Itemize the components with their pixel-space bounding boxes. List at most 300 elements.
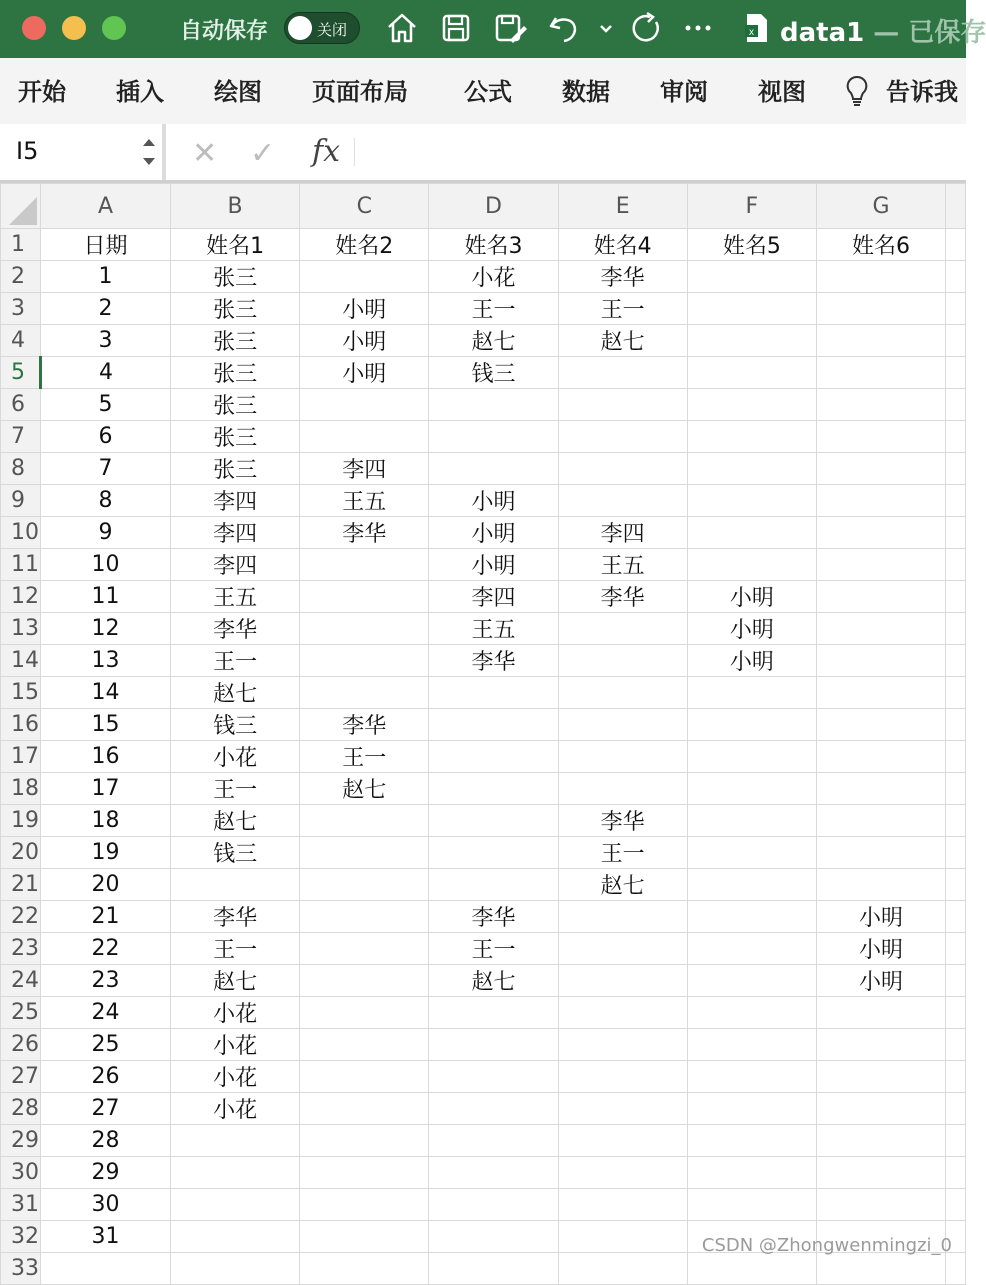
cell[interactable]: 小明	[816, 965, 945, 997]
cell[interactable]	[946, 965, 966, 997]
cell[interactable]: 李四	[171, 485, 300, 517]
cell[interactable]: 姓名4	[558, 229, 687, 261]
cell[interactable]: 王一	[558, 837, 687, 869]
cell[interactable]	[946, 805, 966, 837]
cell[interactable]	[946, 613, 966, 645]
name-box[interactable]	[0, 124, 166, 180]
cell[interactable]: 14	[40, 677, 170, 709]
cell[interactable]: 小明	[300, 293, 429, 325]
cell[interactable]: 姓名3	[429, 229, 558, 261]
cell[interactable]: 钱三	[429, 357, 558, 389]
name-box-stepper-icon[interactable]	[140, 134, 158, 170]
cell[interactable]	[946, 837, 966, 869]
cell[interactable]	[946, 357, 966, 389]
cell[interactable]	[300, 389, 429, 421]
row-header[interactable]: 18	[1, 773, 41, 805]
cell[interactable]: 张三	[171, 261, 300, 293]
row-header[interactable]: 17	[1, 741, 41, 773]
cell[interactable]	[429, 677, 558, 709]
cell[interactable]	[946, 1125, 966, 1157]
row-header[interactable]: 27	[1, 1061, 41, 1093]
cell[interactable]	[558, 773, 687, 805]
row-header[interactable]: 22	[1, 901, 41, 933]
cell[interactable]: 18	[40, 805, 170, 837]
cell[interactable]: 17	[40, 773, 170, 805]
cell[interactable]	[558, 1029, 687, 1061]
cell[interactable]	[687, 805, 816, 837]
cell[interactable]: 张三	[171, 389, 300, 421]
cell[interactable]: 4	[40, 357, 170, 389]
tab-home[interactable]: 开始	[18, 78, 66, 106]
cell[interactable]	[429, 773, 558, 805]
cell[interactable]: 王一	[171, 773, 300, 805]
row-header[interactable]: 33	[1, 1253, 41, 1285]
cell[interactable]	[558, 1253, 687, 1285]
row-header[interactable]: 32	[1, 1221, 41, 1253]
cell[interactable]: 小明	[816, 933, 945, 965]
cell[interactable]	[687, 325, 816, 357]
cell[interactable]	[171, 1221, 300, 1253]
minimize-window-button[interactable]	[62, 16, 86, 40]
cell[interactable]	[816, 453, 945, 485]
cell[interactable]	[300, 1093, 429, 1125]
cell[interactable]: 李四	[171, 517, 300, 549]
cell[interactable]	[687, 901, 816, 933]
cell[interactable]	[946, 1093, 966, 1125]
cell[interactable]: 12	[40, 613, 170, 645]
cell[interactable]	[558, 1221, 687, 1253]
cell[interactable]	[946, 293, 966, 325]
cell[interactable]	[687, 1157, 816, 1189]
cell[interactable]	[816, 1061, 945, 1093]
cell[interactable]	[946, 1253, 966, 1285]
cell[interactable]	[687, 1029, 816, 1061]
cell[interactable]	[946, 1189, 966, 1221]
row-header[interactable]: 25	[1, 997, 41, 1029]
cell[interactable]	[946, 645, 966, 677]
column-header[interactable]: A	[40, 184, 170, 229]
cell[interactable]: 李华	[429, 645, 558, 677]
cell[interactable]	[816, 517, 945, 549]
cell[interactable]	[687, 1061, 816, 1093]
cell[interactable]	[300, 421, 429, 453]
cell[interactable]: 赵七	[171, 677, 300, 709]
select-all-corner[interactable]	[1, 184, 41, 229]
cell[interactable]	[816, 581, 945, 613]
redo-icon[interactable]	[626, 10, 662, 46]
cell[interactable]	[429, 1029, 558, 1061]
cell[interactable]: 钱三	[171, 709, 300, 741]
column-header[interactable]: C	[300, 184, 429, 229]
cell[interactable]: 赵七	[558, 325, 687, 357]
cell[interactable]: 2	[40, 293, 170, 325]
cell[interactable]	[687, 485, 816, 517]
column-header[interactable]	[946, 184, 966, 229]
cell[interactable]	[946, 389, 966, 421]
cell[interactable]: 6	[40, 421, 170, 453]
cell[interactable]	[300, 1061, 429, 1093]
cell[interactable]: 27	[40, 1093, 170, 1125]
cell[interactable]	[816, 645, 945, 677]
row-header[interactable]: 3	[1, 293, 41, 325]
cell[interactable]	[687, 677, 816, 709]
cell[interactable]	[300, 997, 429, 1029]
cell[interactable]	[429, 1189, 558, 1221]
cell[interactable]: 小花	[171, 1093, 300, 1125]
row-header[interactable]: 8	[1, 453, 41, 485]
cell[interactable]: 赵七	[429, 325, 558, 357]
cell[interactable]: 16	[40, 741, 170, 773]
cell[interactable]: 王一	[171, 933, 300, 965]
cell[interactable]	[946, 581, 966, 613]
cell[interactable]	[558, 1125, 687, 1157]
column-header[interactable]: E	[558, 184, 687, 229]
cell[interactable]: 9	[40, 517, 170, 549]
cell[interactable]	[946, 229, 966, 261]
cell[interactable]: 小明	[429, 549, 558, 581]
cell[interactable]: 姓名2	[300, 229, 429, 261]
row-header[interactable]: 10	[1, 517, 41, 549]
cell[interactable]: 张三	[171, 357, 300, 389]
cell[interactable]: 22	[40, 933, 170, 965]
row-header[interactable]: 1	[1, 229, 41, 261]
cell[interactable]	[816, 1125, 945, 1157]
row-header[interactable]: 7	[1, 421, 41, 453]
cell[interactable]	[300, 933, 429, 965]
cell[interactable]	[946, 677, 966, 709]
row-header[interactable]: 24	[1, 965, 41, 997]
cell[interactable]: 李华	[558, 805, 687, 837]
cell[interactable]	[429, 1125, 558, 1157]
cell[interactable]	[946, 933, 966, 965]
cell[interactable]	[816, 293, 945, 325]
row-header[interactable]: 19	[1, 805, 41, 837]
autosave-toggle[interactable]	[284, 12, 360, 44]
row-header[interactable]: 6	[1, 389, 41, 421]
cell[interactable]: 赵七	[300, 773, 429, 805]
cell[interactable]	[687, 869, 816, 901]
cell[interactable]: 小明	[816, 901, 945, 933]
cell[interactable]	[171, 1125, 300, 1157]
cell[interactable]	[816, 357, 945, 389]
row-header[interactable]: 30	[1, 1157, 41, 1189]
cell[interactable]	[816, 1029, 945, 1061]
cell[interactable]: 王五	[300, 485, 429, 517]
row-header[interactable]: 15	[1, 677, 41, 709]
cell[interactable]	[816, 549, 945, 581]
cell[interactable]	[558, 453, 687, 485]
tab-page-layout[interactable]: 页面布局	[312, 78, 408, 106]
cell[interactable]	[558, 485, 687, 517]
cell[interactable]: 姓名1	[171, 229, 300, 261]
cell[interactable]: 李华	[429, 901, 558, 933]
cell[interactable]	[300, 1189, 429, 1221]
cell[interactable]	[171, 1157, 300, 1189]
home-icon[interactable]	[384, 10, 420, 46]
cell[interactable]: 25	[40, 1029, 170, 1061]
cell[interactable]	[558, 1189, 687, 1221]
cell[interactable]	[558, 1157, 687, 1189]
cell[interactable]	[816, 325, 945, 357]
cell[interactable]	[300, 261, 429, 293]
undo-icon[interactable]	[546, 10, 582, 46]
cell[interactable]	[816, 677, 945, 709]
cell[interactable]	[687, 837, 816, 869]
row-header[interactable]: 2	[1, 261, 41, 293]
cell[interactable]: 5	[40, 389, 170, 421]
cell[interactable]: 李四	[558, 517, 687, 549]
cell[interactable]	[816, 389, 945, 421]
cell[interactable]	[946, 261, 966, 293]
cell[interactable]	[946, 869, 966, 901]
cell[interactable]	[816, 869, 945, 901]
cell[interactable]	[816, 485, 945, 517]
cell[interactable]	[558, 357, 687, 389]
cell[interactable]: 李华	[300, 517, 429, 549]
cell[interactable]: 王五	[171, 581, 300, 613]
cell[interactable]	[946, 741, 966, 773]
tab-view[interactable]: 视图	[758, 78, 806, 106]
row-header[interactable]: 13	[1, 613, 41, 645]
cell[interactable]	[687, 741, 816, 773]
cell[interactable]	[300, 645, 429, 677]
cell[interactable]	[687, 549, 816, 581]
cell[interactable]	[946, 453, 966, 485]
cell[interactable]: 小明	[300, 325, 429, 357]
cell[interactable]: 26	[40, 1061, 170, 1093]
cell[interactable]	[816, 837, 945, 869]
cell[interactable]: 赵七	[171, 965, 300, 997]
row-header[interactable]: 16	[1, 709, 41, 741]
cell[interactable]	[558, 709, 687, 741]
cell[interactable]	[429, 389, 558, 421]
cell[interactable]: 小明	[429, 517, 558, 549]
cell[interactable]	[429, 1093, 558, 1125]
cell[interactable]	[171, 1189, 300, 1221]
cell[interactable]	[429, 869, 558, 901]
cell[interactable]	[558, 741, 687, 773]
row-header[interactable]: 29	[1, 1125, 41, 1157]
save-icon[interactable]	[438, 10, 474, 46]
cell[interactable]: 30	[40, 1189, 170, 1221]
cell[interactable]	[946, 1061, 966, 1093]
cell[interactable]	[687, 1189, 816, 1221]
column-header[interactable]: G	[816, 184, 945, 229]
cell[interactable]	[946, 901, 966, 933]
cell[interactable]	[300, 869, 429, 901]
cell[interactable]: 23	[40, 965, 170, 997]
column-header[interactable]: D	[429, 184, 558, 229]
cell[interactable]: 小明	[687, 613, 816, 645]
cell[interactable]: 王一	[429, 293, 558, 325]
row-header[interactable]: 11	[1, 549, 41, 581]
zoom-window-button[interactable]	[102, 16, 126, 40]
cell[interactable]	[558, 901, 687, 933]
cell[interactable]: 李华	[171, 901, 300, 933]
cell[interactable]	[946, 709, 966, 741]
insert-function-icon[interactable]: fx	[312, 134, 341, 169]
cell[interactable]	[558, 965, 687, 997]
cell[interactable]	[171, 869, 300, 901]
tab-review[interactable]: 审阅	[660, 78, 708, 106]
row-header[interactable]: 5	[1, 357, 41, 389]
cell[interactable]	[687, 517, 816, 549]
cell[interactable]	[687, 965, 816, 997]
cell[interactable]	[558, 677, 687, 709]
cell[interactable]	[816, 773, 945, 805]
cell[interactable]: 28	[40, 1125, 170, 1157]
cell[interactable]: 小明	[687, 581, 816, 613]
cell[interactable]	[300, 1253, 429, 1285]
row-header[interactable]: 12	[1, 581, 41, 613]
cell[interactable]	[429, 1157, 558, 1189]
cell[interactable]	[816, 613, 945, 645]
cell[interactable]	[946, 549, 966, 581]
cell[interactable]: 王五	[558, 549, 687, 581]
cell[interactable]	[558, 389, 687, 421]
cell[interactable]	[300, 805, 429, 837]
cell[interactable]	[946, 773, 966, 805]
cell[interactable]: 张三	[171, 453, 300, 485]
cell[interactable]	[687, 293, 816, 325]
cell[interactable]	[300, 965, 429, 997]
cell[interactable]: 小花	[171, 741, 300, 773]
cell[interactable]	[429, 741, 558, 773]
cell[interactable]	[40, 1253, 170, 1285]
cell[interactable]	[946, 421, 966, 453]
tab-insert[interactable]: 插入	[116, 78, 164, 106]
cell[interactable]	[300, 1221, 429, 1253]
cell[interactable]: 13	[40, 645, 170, 677]
cell[interactable]: 小明	[300, 357, 429, 389]
cell[interactable]	[558, 421, 687, 453]
cell[interactable]: 3	[40, 325, 170, 357]
cell[interactable]	[300, 1157, 429, 1189]
cell[interactable]: 10	[40, 549, 170, 581]
cell[interactable]: 钱三	[171, 837, 300, 869]
tab-formulas[interactable]: 公式	[464, 78, 512, 106]
cell[interactable]: 19	[40, 837, 170, 869]
cell[interactable]: 15	[40, 709, 170, 741]
cell[interactable]	[300, 901, 429, 933]
cell[interactable]: 小花	[171, 997, 300, 1029]
cell[interactable]: 赵七	[429, 965, 558, 997]
cell[interactable]: 小明	[687, 645, 816, 677]
cell[interactable]: 李华	[300, 709, 429, 741]
cell[interactable]: 张三	[171, 325, 300, 357]
cell[interactable]	[300, 677, 429, 709]
cell[interactable]	[816, 1189, 945, 1221]
cell[interactable]	[946, 325, 966, 357]
row-header[interactable]: 26	[1, 1029, 41, 1061]
cell[interactable]: 李华	[558, 581, 687, 613]
row-header[interactable]: 4	[1, 325, 41, 357]
cell[interactable]: 日期	[40, 229, 170, 261]
cell[interactable]	[558, 997, 687, 1029]
cell[interactable]	[687, 261, 816, 293]
cell[interactable]: 王一	[558, 293, 687, 325]
cell[interactable]	[687, 1093, 816, 1125]
cell[interactable]	[429, 805, 558, 837]
cell[interactable]	[687, 389, 816, 421]
cell[interactable]	[429, 1061, 558, 1093]
cell[interactable]: 赵七	[171, 805, 300, 837]
row-header[interactable]: 9	[1, 485, 41, 517]
cell[interactable]	[687, 1125, 816, 1157]
cell[interactable]	[816, 1253, 945, 1285]
row-header[interactable]: 21	[1, 869, 41, 901]
tab-tell-me[interactable]: 告诉我	[886, 78, 958, 106]
cell[interactable]: 小花	[171, 1061, 300, 1093]
formula-input[interactable]	[368, 138, 948, 166]
cell[interactable]	[687, 1253, 816, 1285]
cell[interactable]: 王一	[171, 645, 300, 677]
cell[interactable]: 20	[40, 869, 170, 901]
cell[interactable]	[687, 997, 816, 1029]
cell[interactable]: 1	[40, 261, 170, 293]
row-header[interactable]: 28	[1, 1093, 41, 1125]
cell[interactable]	[171, 1253, 300, 1285]
cell[interactable]: 李四	[300, 453, 429, 485]
cell[interactable]: 小花	[171, 1029, 300, 1061]
cell[interactable]: 21	[40, 901, 170, 933]
cell[interactable]	[687, 421, 816, 453]
cell[interactable]	[300, 549, 429, 581]
cell[interactable]: 姓名6	[816, 229, 945, 261]
cell[interactable]	[429, 1221, 558, 1253]
column-header[interactable]: B	[171, 184, 300, 229]
more-options-icon[interactable]	[680, 10, 716, 46]
cell[interactable]	[816, 1093, 945, 1125]
save-as-icon[interactable]	[492, 10, 528, 46]
name-box-value[interactable]: I5	[16, 137, 39, 165]
cell[interactable]	[429, 1253, 558, 1285]
tab-draw[interactable]: 绘图	[214, 78, 262, 106]
tab-data[interactable]: 数据	[562, 78, 610, 106]
cell[interactable]	[558, 1061, 687, 1093]
cell[interactable]: 11	[40, 581, 170, 613]
cell[interactable]: 张三	[171, 421, 300, 453]
cell[interactable]	[429, 709, 558, 741]
row-header[interactable]: 20	[1, 837, 41, 869]
cell[interactable]	[816, 741, 945, 773]
cell[interactable]: 24	[40, 997, 170, 1029]
row-header[interactable]: 14	[1, 645, 41, 677]
cell[interactable]	[816, 997, 945, 1029]
undo-dropdown-chevron-icon[interactable]	[588, 10, 614, 46]
cell[interactable]	[429, 997, 558, 1029]
cell[interactable]: 小明	[429, 485, 558, 517]
cell[interactable]: 李四	[429, 581, 558, 613]
row-header[interactable]: 23	[1, 933, 41, 965]
cell[interactable]	[816, 421, 945, 453]
cell[interactable]	[558, 613, 687, 645]
cell[interactable]	[429, 453, 558, 485]
cell[interactable]	[816, 261, 945, 293]
cell[interactable]: 8	[40, 485, 170, 517]
cell[interactable]	[300, 613, 429, 645]
cell[interactable]	[946, 517, 966, 549]
cell[interactable]	[300, 837, 429, 869]
cell[interactable]: 姓名5	[687, 229, 816, 261]
cell[interactable]: 李华	[171, 613, 300, 645]
cell[interactable]: 赵七	[558, 869, 687, 901]
cell[interactable]	[816, 709, 945, 741]
cell[interactable]	[300, 1029, 429, 1061]
cell[interactable]: 李华	[558, 261, 687, 293]
cell[interactable]	[816, 805, 945, 837]
cell[interactable]	[946, 485, 966, 517]
